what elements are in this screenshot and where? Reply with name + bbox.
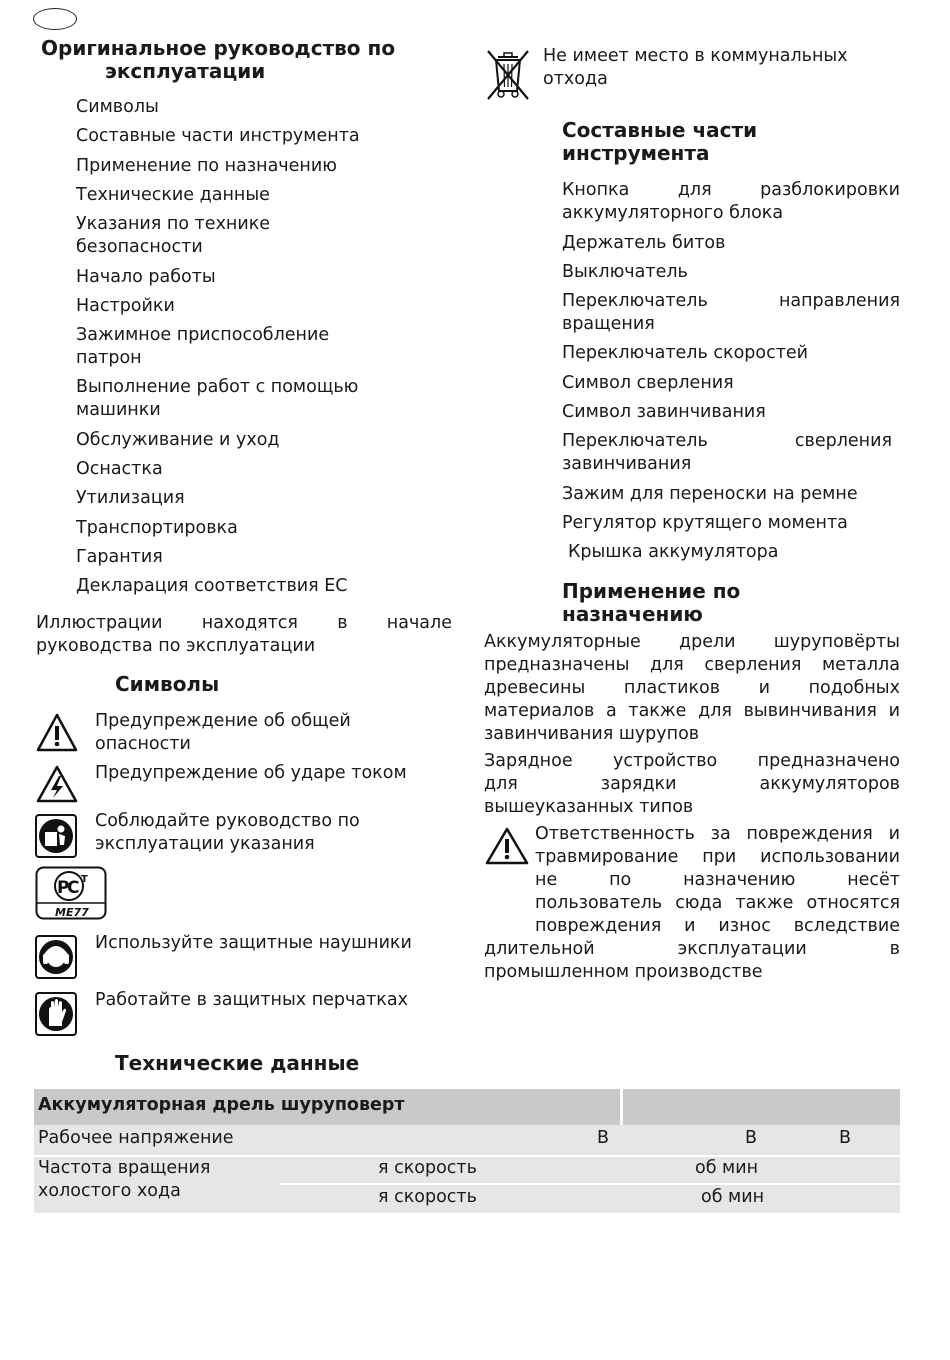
paragraph-line: предназначены для сверления металла xyxy=(484,655,900,675)
speed-unit-2: об мин xyxy=(701,1187,765,1207)
read-manual-text-line2: эксплуатации указания xyxy=(95,834,315,854)
paragraph-line: не по назначению несёт xyxy=(535,870,900,890)
paragraph-line: повреждения и износ вследствие xyxy=(535,916,900,936)
illustrations-word: находятся xyxy=(201,613,298,633)
illustrations-line1 xyxy=(36,612,452,635)
warning-icon xyxy=(484,826,530,866)
symbols-heading: Символы xyxy=(115,672,220,696)
speed-unit-1: об мин xyxy=(695,1158,759,1178)
paragraph-line: травмирование при использовании xyxy=(535,847,900,867)
toc-item: Символы xyxy=(76,97,159,117)
illustrations-word: начале xyxy=(386,613,452,633)
voltage-unit: В xyxy=(839,1128,852,1148)
svg-text:С: С xyxy=(67,878,80,898)
disposal-text-line2: отхода xyxy=(543,69,608,89)
component-item: Символ завинчивания xyxy=(562,402,766,422)
toc-item: Применение по назначению xyxy=(76,156,337,176)
component-item: аккумуляторного блока xyxy=(562,203,784,223)
electric-shock-text: Предупреждение об ударе током xyxy=(95,763,407,783)
toc-item: Указания по технике xyxy=(76,214,271,234)
toc-item: машинки xyxy=(76,400,161,420)
speed-gear-2: я скорость xyxy=(378,1187,477,1207)
toc-item: Зажимное приспособление xyxy=(76,325,330,345)
disposal-text-line1: Не имеет место в коммунальных xyxy=(543,46,848,66)
toc-item: Транспортировка xyxy=(76,518,238,538)
ear-protection-icon xyxy=(35,935,77,979)
component-item: Переключатель скоростей xyxy=(562,343,809,363)
electric-shock-icon xyxy=(35,764,79,804)
row-separator xyxy=(280,1183,900,1185)
component-item: Регулятор крутящего момента xyxy=(562,513,848,533)
language-marker-oval xyxy=(33,8,77,30)
toc-item: Составные части инструмента xyxy=(76,126,360,146)
general-danger-text-line1: Предупреждение об общей xyxy=(95,711,351,731)
paragraph-line: для зарядки аккумуляторов xyxy=(484,774,900,794)
paragraph-line: длительной эксплуатации в xyxy=(484,939,900,959)
general-danger-text-line2: опасности xyxy=(95,734,191,754)
toc-item: Оснастка xyxy=(76,459,163,479)
read-manual-icon xyxy=(35,814,77,858)
components-heading-line1: Составные части xyxy=(562,118,758,142)
component-item: Выключатель xyxy=(562,262,688,282)
voltage-unit: В xyxy=(597,1128,610,1148)
voltage-unit: В xyxy=(745,1128,758,1148)
toc-item: Обслуживание и уход xyxy=(76,430,280,450)
toc-item: Начало работы xyxy=(76,267,216,287)
paragraph-line: материалов а также для вывинчивания и xyxy=(484,701,900,721)
technical-data-heading: Технические данные xyxy=(115,1051,360,1075)
svg-text:Р: Р xyxy=(57,878,70,898)
manual-title-line2: эксплуатации xyxy=(105,59,266,83)
toc-item: Декларация соответствия ЕС xyxy=(76,576,348,596)
paragraph-line: Зарядное устройство предназначено xyxy=(484,751,900,771)
paragraph-line: Аккумуляторные дрели шуруповёрты xyxy=(484,632,900,652)
component-item: вращения xyxy=(562,314,655,334)
intended-use-heading-line2: назначению xyxy=(562,602,703,626)
ear-protection-text: Используйте защитные наушники xyxy=(95,933,412,953)
toc-item: Утилизация xyxy=(76,488,185,508)
toc-item: Настройки xyxy=(76,296,175,316)
component-item: Переключатель сверления xyxy=(562,431,892,451)
svg-text:Т: Т xyxy=(81,874,88,885)
paragraph-line: пользователь сюда также относятся xyxy=(535,893,900,913)
paragraph-line: вышеуказанных типов xyxy=(484,797,694,817)
read-manual-text-line1: Соблюдайте руководство по xyxy=(95,811,360,831)
component-item: Символ сверления xyxy=(562,373,734,393)
table-header-title: Аккумуляторная дрель шуруповерт xyxy=(38,1095,405,1115)
component-item: Зажим для переноски на ремне xyxy=(562,484,858,504)
paragraph-line: промышленном производстве xyxy=(484,962,763,982)
illustrations-word: Иллюстрации xyxy=(36,613,163,633)
manual-title-line1: Оригинальное руководство по xyxy=(41,36,396,60)
table-header-divider xyxy=(620,1089,623,1125)
component-item: завинчивания xyxy=(562,454,692,474)
speed-label-line2: холостого хода xyxy=(38,1181,181,1201)
crossed-bin-icon xyxy=(484,47,532,101)
certification-mark-code: МЕ77 xyxy=(55,906,89,919)
component-item: Крышка аккумулятора xyxy=(568,542,779,562)
toc-item: безопасности xyxy=(76,237,203,257)
paragraph-line: древесины пластиков и подобных xyxy=(484,678,900,698)
speed-gear-1: я скорость xyxy=(378,1158,477,1178)
general-danger-icon xyxy=(35,712,79,754)
voltage-label: Рабочее напряжение xyxy=(38,1128,234,1148)
speed-label-line1: Частота вращения xyxy=(38,1158,211,1178)
components-heading-line2: инструмента xyxy=(562,141,710,165)
toc-item: Технические данные xyxy=(76,185,270,205)
paragraph-line: завинчивания шурупов xyxy=(484,724,700,744)
component-item: Кнопка для разблокировки xyxy=(562,180,900,200)
illustrations-line2: руководства по эксплуатации xyxy=(36,636,316,656)
intended-use-heading-line1: Применение по xyxy=(562,579,741,603)
protective-gloves-icon xyxy=(35,992,77,1036)
toc-item: Выполнение работ с помощью xyxy=(76,377,359,397)
component-item: Держатель битов xyxy=(562,233,726,253)
protective-gloves-text: Работайте в защитных перчатках xyxy=(95,990,408,1010)
paragraph-line: Ответственность за повреждения и xyxy=(535,824,900,844)
illustrations-word: в xyxy=(337,613,348,633)
component-item: Переключатель направления xyxy=(562,291,900,311)
toc-item: Гарантия xyxy=(76,547,163,567)
certification-mark-icon xyxy=(35,866,107,920)
toc-item: патрон xyxy=(76,348,142,368)
